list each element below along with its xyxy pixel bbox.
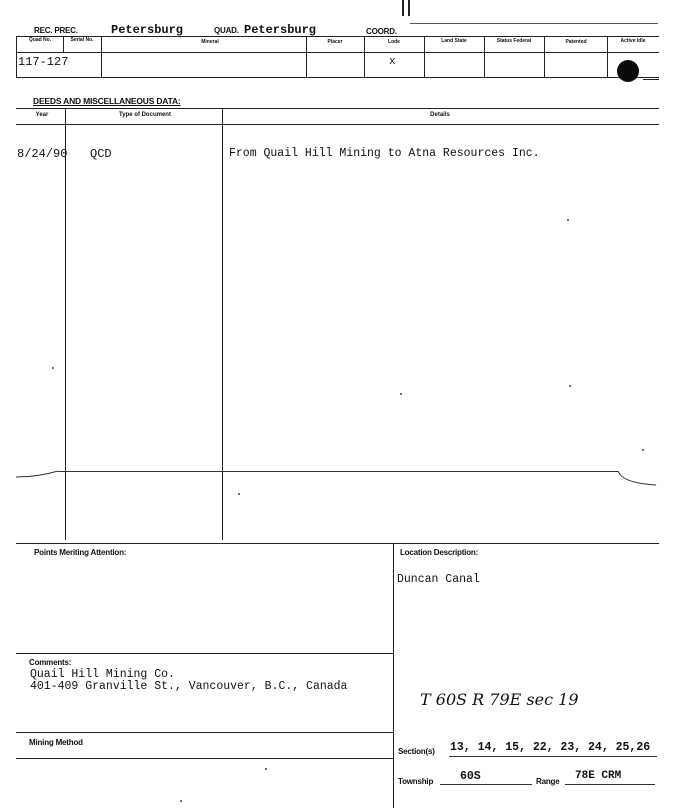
mining-method-label: Mining Method: [29, 738, 83, 747]
deed-details: From Quail Hill Mining to Atna Resources Inc.: [229, 147, 540, 160]
col-lode: Lode: [388, 39, 400, 45]
claims-col-line: [101, 36, 102, 77]
quad-value: Petersburg: [244, 23, 317, 37]
col-active-idle: Active Idle: [620, 38, 646, 44]
location-value: Duncan Canal: [397, 573, 480, 586]
range-label: Range: [536, 777, 560, 786]
township-label: Township: [398, 777, 434, 786]
sections-value: 13, 14, 15, 22, 23, 24, 25,26: [450, 741, 651, 754]
claims-mark: [643, 79, 659, 80]
comments-line1: Quail Hill Mining Co.: [30, 668, 175, 681]
comments-top-line: [16, 653, 393, 654]
divider-marks: [0, 465, 678, 495]
scan-dot: [265, 768, 267, 770]
quad-serial-value: 117-127: [18, 55, 69, 69]
scan-dot: [238, 493, 240, 495]
deeds-section-title: DEEDS AND MISCELLANEOUS DATA:: [33, 96, 181, 106]
claims-col-line: [306, 36, 307, 77]
col-quad-no: Quad No.: [28, 37, 52, 43]
col-serial-no: Serial No.: [70, 37, 94, 43]
scan-dot: [52, 367, 54, 369]
comments-line2: 401-409 Granville St., Vancouver, B.C., Canada: [30, 680, 348, 693]
mining-method-top-line: [16, 732, 393, 733]
active-status-dot: [617, 60, 639, 82]
deeds-header-bottom: [16, 124, 659, 125]
rec-prec-label: REC. PREC.: [34, 26, 78, 35]
coord-label: COORD.: [366, 27, 397, 36]
scan-dot: [180, 800, 182, 802]
col-status-federal: Status Federal: [496, 38, 532, 44]
claims-col-line: [16, 36, 17, 77]
col-details: Details: [430, 112, 450, 118]
lower-form-divider: [393, 543, 394, 808]
col-year: Year: [35, 112, 49, 118]
deed-year: 8/24/90: [17, 147, 68, 161]
location-label: Location Description:: [400, 548, 479, 557]
col-placer: Placer: [327, 39, 343, 45]
rec-prec-value: Petersburg: [111, 23, 184, 37]
points-label: Points Meriting Attention:: [34, 548, 127, 557]
handwritten-note: T 60S R 79E sec 19: [420, 690, 579, 709]
claims-col-line: [484, 36, 485, 77]
coord-underline: [410, 23, 658, 24]
township-value: 60S: [460, 770, 481, 783]
sections-label: Section(s): [398, 747, 435, 756]
claims-col-line: [364, 36, 365, 77]
claims-col-line: [424, 36, 425, 77]
claims-col-line: [63, 36, 64, 52]
col-mineral: Mineral: [201, 39, 219, 45]
col-land-state: Land State: [441, 38, 467, 44]
claims-table-bottom: [16, 77, 659, 78]
scan-dot: [400, 393, 402, 395]
deeds-table-top: [16, 108, 659, 109]
binding-mark: [408, 0, 410, 16]
comments-label: Comments:: [29, 658, 72, 667]
col-type-of-document: Type of Document: [119, 112, 171, 118]
col-patented: Patented: [565, 39, 587, 45]
claims-table-top: [16, 36, 659, 37]
quad-label: QUAD.: [214, 26, 239, 35]
range-value: 78E CRM: [575, 770, 622, 782]
mining-method-underline: [16, 758, 393, 759]
sections-underline: [449, 756, 657, 757]
range-underline: [565, 784, 655, 785]
claims-table-header-bottom: [16, 52, 659, 53]
scan-dot: [567, 219, 569, 221]
deed-type: QCD: [90, 147, 112, 161]
scan-dot: [642, 449, 644, 451]
claims-col-line: [544, 36, 545, 77]
scan-dot: [569, 385, 571, 387]
claims-col-line: [607, 36, 608, 77]
lower-form-top: [16, 543, 659, 544]
binding-mark: [402, 0, 404, 16]
township-underline: [440, 784, 532, 785]
lode-mark: x: [389, 56, 396, 68]
